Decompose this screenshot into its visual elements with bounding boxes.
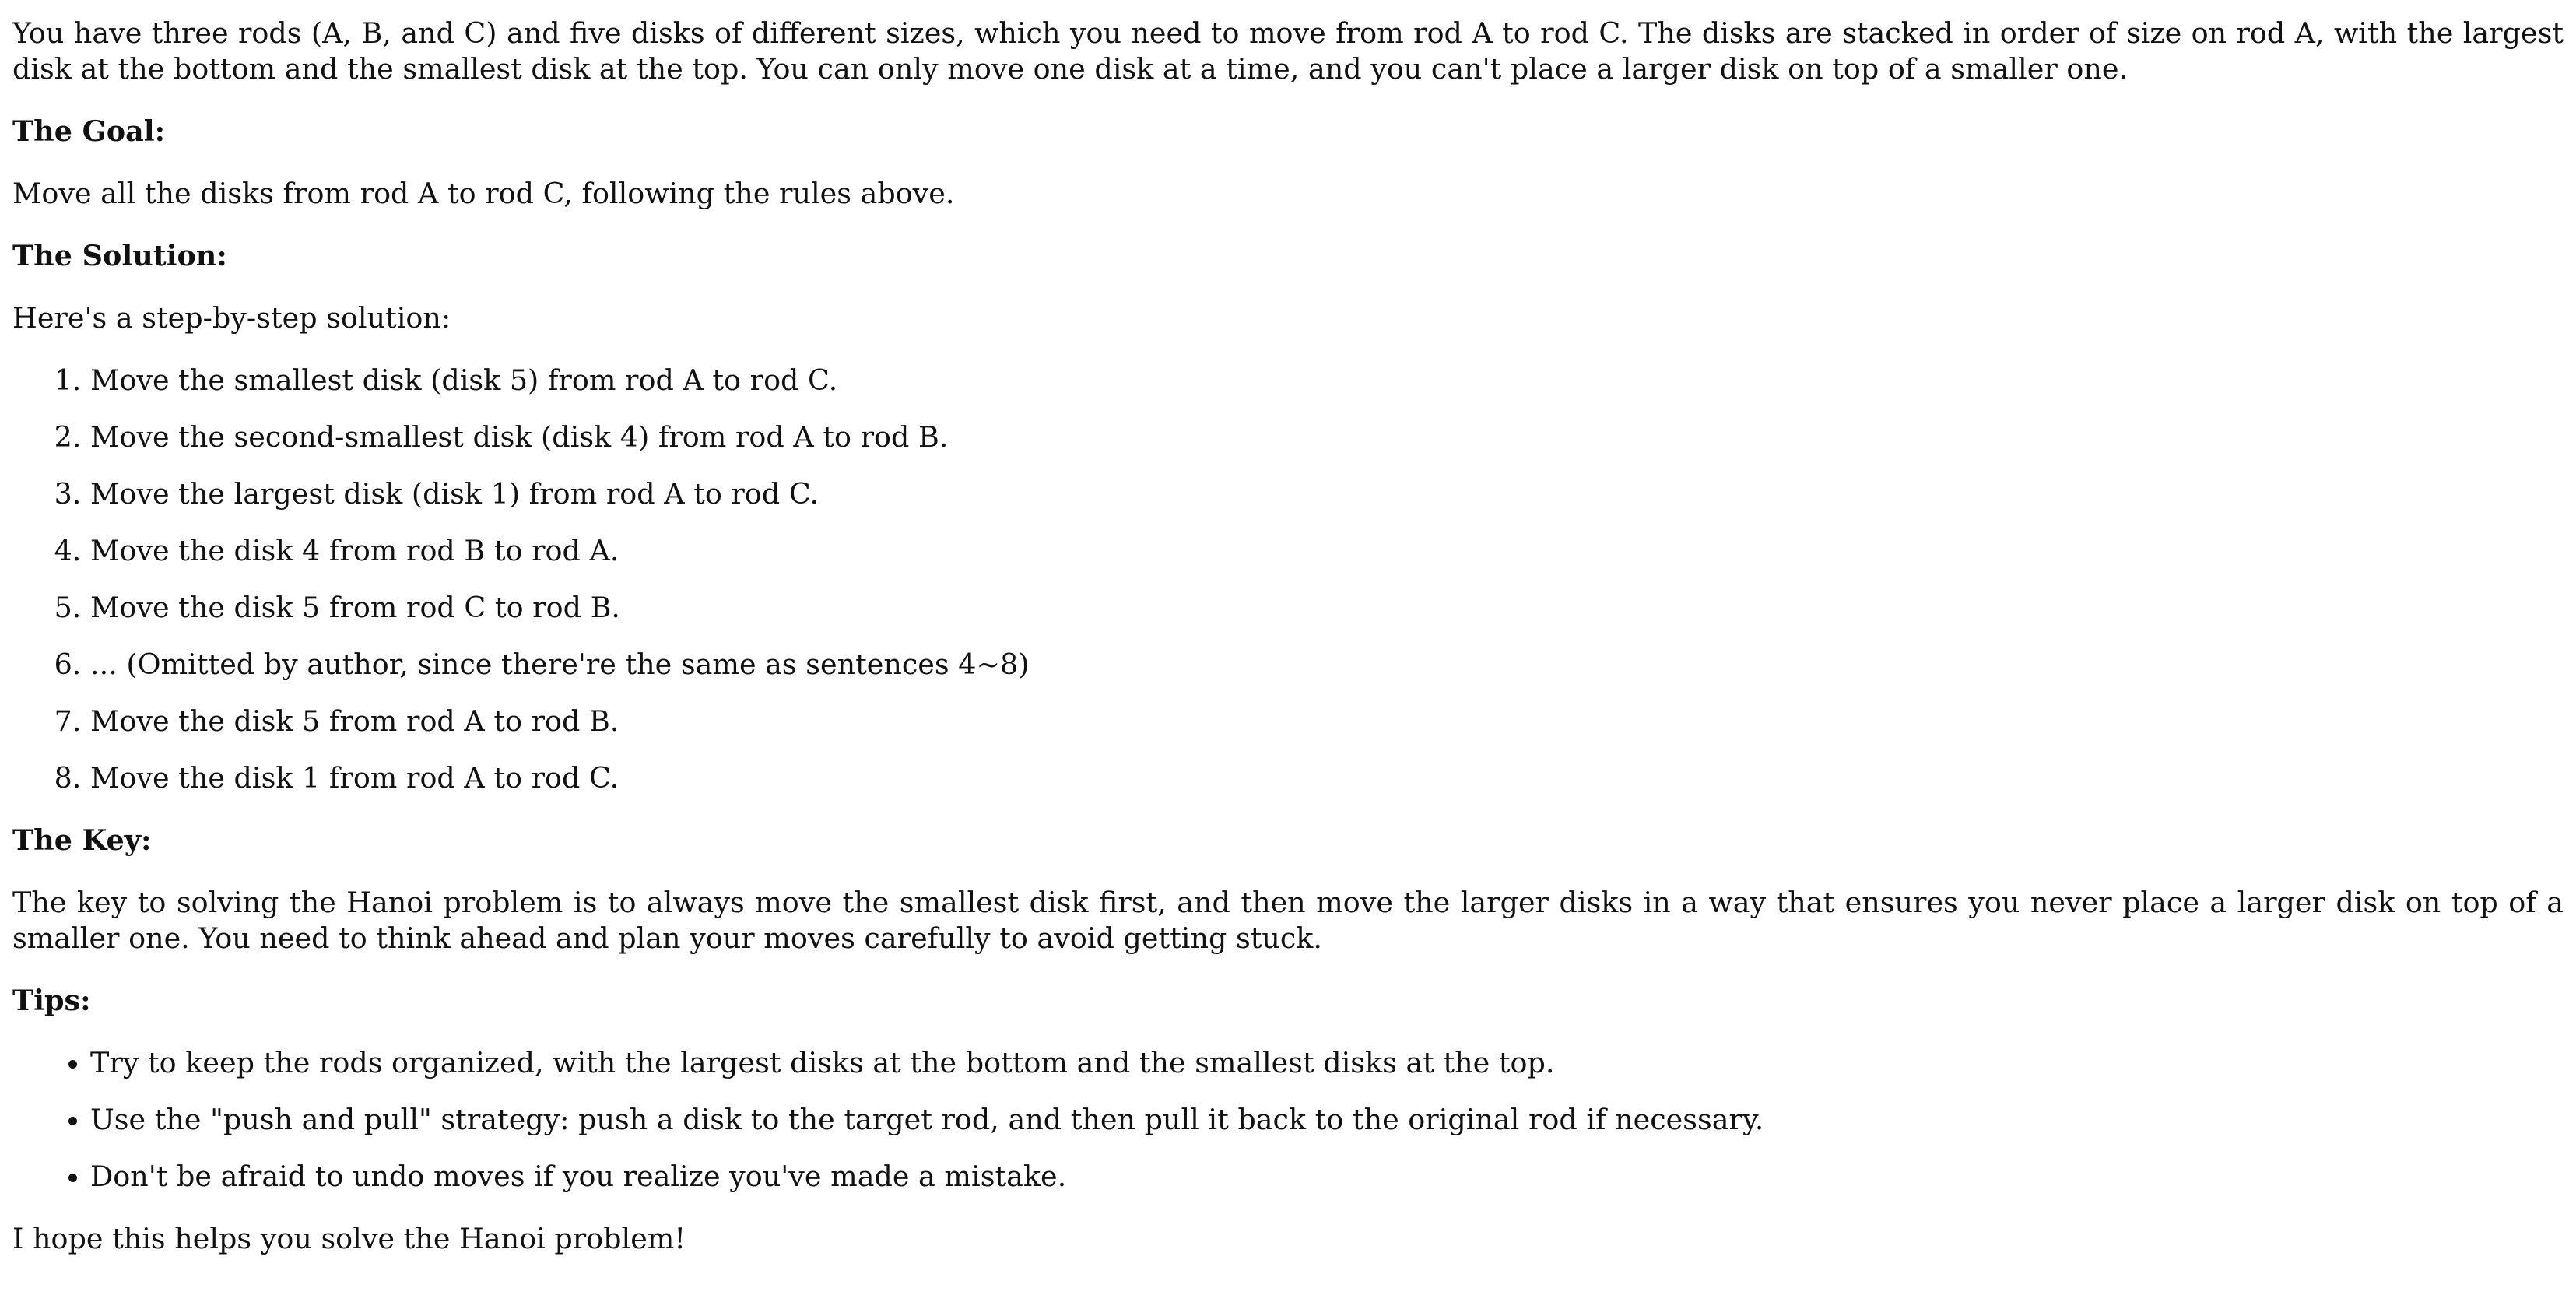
closing-paragraph: I hope this helps you solve the Hanoi problem! [12, 1222, 686, 1255]
solution-lead: Here's a step-by-step solution: [12, 301, 451, 335]
goal-heading: The Goal: [12, 114, 166, 148]
key-text: The key to solving the Hanoi problem is to always move the smallest disk first, and then move the larger disks in a way that ensures you never place a larger disk on top of a smaller one. You need to think ahead and plan your moves carefully to avoid getting stuck. [12, 886, 2564, 955]
solution-steps-list [12, 363, 2564, 796]
solution-step: 2. Move the second-smallest disk (disk 4) from rod A to rod B. [90, 419, 2564, 455]
tips-list [12, 1045, 2564, 1195]
tip-item: • Try to keep the rods organized, with the largest disks at the bottom and the smallest disks at the top. [90, 1045, 2564, 1081]
solution-step: 6. ... (Omitted by author, since there're the same as sentences 4~8) [90, 647, 2564, 683]
tip-item: • Don't be afraid to undo moves if you realize you've made a mistake. [90, 1159, 2564, 1195]
solution-step: 8. Move the disk 1 from rod A to rod C. [90, 760, 2564, 796]
document-body [12, 16, 2564, 1257]
solution-step: 1. Move the smallest disk (disk 5) from rod A to rod C. [90, 363, 2564, 398]
key-heading: The Key: [12, 823, 152, 857]
solution-step: 7. Move the disk 5 from rod A to rod B. [90, 704, 2564, 739]
tip-item: • Use the "push and pull" strategy: push a disk to the target rod, and then pull it back to the original rod if necessary. [90, 1102, 2564, 1138]
solution-step: 3. Move the largest disk (disk 1) from rod A to rod C. [90, 476, 2564, 512]
solution-step: 4. Move the disk 4 from rod B to rod A. [90, 533, 2564, 569]
intro-paragraph: You have three rods (A, B, and C) and five disks of different sizes, which you need to move from rod A to rod C. The disks are stacked in order of size on rod A, with the largest disk at the bottom and the smallest disk at the top. You can only move one disk at a time, and you can't place a larger disk on top of a smaller one. [12, 16, 2564, 86]
solution-heading: The Solution: [12, 239, 227, 272]
goal-text: Move all the disks from rod A to rod C, following the rules above. [12, 177, 955, 210]
solution-step: 5. Move the disk 5 from rod C to rod B. [90, 590, 2564, 626]
tips-heading: Tips: [12, 984, 91, 1017]
